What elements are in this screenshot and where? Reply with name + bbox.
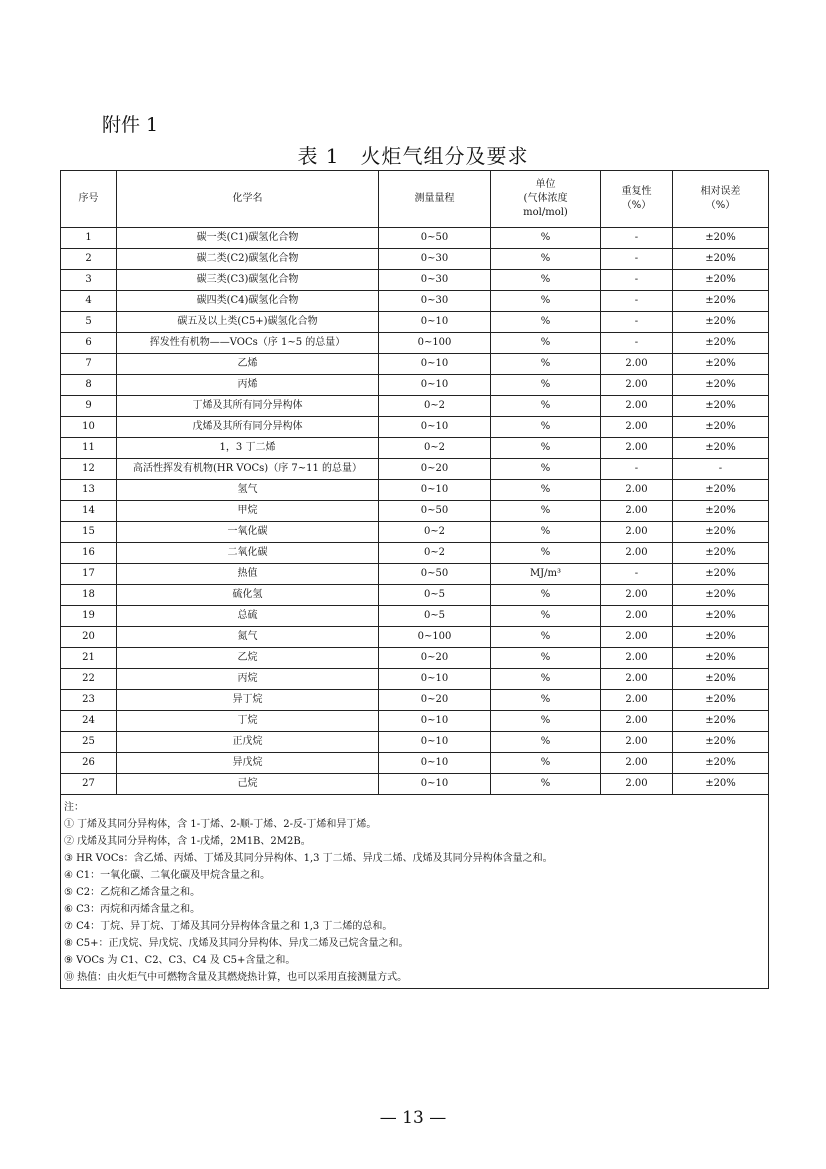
- row-unit: %: [491, 648, 601, 669]
- row-repeatability: 2.00: [601, 627, 673, 648]
- row-no: 18: [61, 585, 117, 606]
- table-row: [61, 396, 769, 417]
- row-repeatability: -: [601, 459, 673, 480]
- row-chemical-name: 碳二类(C2)碳氢化合物: [117, 249, 379, 270]
- row-unit: %: [491, 333, 601, 354]
- notes-row: [61, 795, 769, 989]
- row-relative-error: ±20%: [673, 774, 769, 795]
- row-chemical-name: 氢气: [117, 480, 379, 501]
- row-relative-error: -: [673, 459, 769, 480]
- row-unit: %: [491, 354, 601, 375]
- row-repeatability: 2.00: [601, 501, 673, 522]
- table-row: [61, 228, 769, 249]
- row-unit: %: [491, 753, 601, 774]
- row-unit: %: [491, 312, 601, 333]
- row-repeatability: 2.00: [601, 354, 673, 375]
- row-no: 27: [61, 774, 117, 795]
- table-row: [61, 711, 769, 732]
- header-err-line2: （%）: [705, 200, 736, 211]
- row-unit: %: [491, 270, 601, 291]
- table-row: [61, 480, 769, 501]
- row-no: 12: [61, 459, 117, 480]
- header-err-line1: 相对误差: [700, 186, 741, 197]
- table-body: [61, 228, 769, 795]
- row-relative-error: ±20%: [673, 375, 769, 396]
- row-repeatability: 2.00: [601, 711, 673, 732]
- row-chemical-name: 丙烯: [117, 375, 379, 396]
- table-row: [61, 270, 769, 291]
- note-item: ④ C1：一氧化碳、二氧化碳及甲烷含量之和。: [64, 870, 271, 881]
- row-unit: %: [491, 522, 601, 543]
- row-range: 0~2: [379, 543, 491, 564]
- row-unit: %: [491, 669, 601, 690]
- row-relative-error: ±20%: [673, 396, 769, 417]
- row-relative-error: ±20%: [673, 753, 769, 774]
- note-item: ⑨ VOCs 为 C1、C2、C3、C4 及 C5+含量之和。: [64, 955, 296, 966]
- row-chemical-name: 丙烷: [117, 669, 379, 690]
- row-chemical-name: 1，3 丁二烯: [117, 438, 379, 459]
- row-repeatability: 2.00: [601, 753, 673, 774]
- row-range: 0~100: [379, 627, 491, 648]
- row-chemical-name: 碳五及以上类(C5+)碳氢化合物: [117, 312, 379, 333]
- row-chemical-name: 挥发性有机物——VOCs（序 1~5 的总量）: [117, 333, 379, 354]
- row-range: 0~5: [379, 585, 491, 606]
- row-range: 0~30: [379, 291, 491, 312]
- row-repeatability: -: [601, 249, 673, 270]
- table-row: [61, 438, 769, 459]
- row-unit: %: [491, 711, 601, 732]
- row-repeatability: -: [601, 333, 673, 354]
- row-relative-error: ±20%: [673, 354, 769, 375]
- row-repeatability: 2.00: [601, 438, 673, 459]
- row-unit: %: [491, 438, 601, 459]
- row-chemical-name: 丁烷: [117, 711, 379, 732]
- row-range: 0~50: [379, 228, 491, 249]
- row-repeatability: -: [601, 291, 673, 312]
- table-row: [61, 459, 769, 480]
- row-no: 16: [61, 543, 117, 564]
- row-no: 17: [61, 564, 117, 585]
- table-row: [61, 543, 769, 564]
- row-unit: %: [491, 459, 601, 480]
- table-row: [61, 564, 769, 585]
- row-relative-error: ±20%: [673, 312, 769, 333]
- row-relative-error: ±20%: [673, 732, 769, 753]
- table-row: [61, 333, 769, 354]
- table-row: [61, 249, 769, 270]
- header-rep-line1: 重复性: [621, 186, 652, 197]
- row-unit: %: [491, 375, 601, 396]
- row-range: 0~10: [379, 732, 491, 753]
- row-repeatability: 2.00: [601, 732, 673, 753]
- note-item: ⑤ C2：乙烷和乙烯含量之和。: [64, 887, 201, 898]
- table-row: [61, 417, 769, 438]
- row-range: 0~30: [379, 270, 491, 291]
- row-no: 25: [61, 732, 117, 753]
- row-chemical-name: 碳三类(C3)碳氢化合物: [117, 270, 379, 291]
- table-title: 表 1 火炬气组分及要求: [297, 144, 529, 168]
- row-repeatability: 2.00: [601, 417, 673, 438]
- row-repeatability: 2.00: [601, 480, 673, 501]
- row-range: 0~10: [379, 375, 491, 396]
- table-row: [61, 669, 769, 690]
- row-relative-error: ±20%: [673, 543, 769, 564]
- row-unit: %: [491, 396, 601, 417]
- row-no: 1: [61, 228, 117, 249]
- row-unit: %: [491, 732, 601, 753]
- row-chemical-name: 高活性挥发有机物(HR VOCs)（序 7~11 的总量）: [117, 459, 379, 480]
- row-repeatability: 2.00: [601, 774, 673, 795]
- row-unit: %: [491, 606, 601, 627]
- row-repeatability: -: [601, 312, 673, 333]
- row-unit: %: [491, 627, 601, 648]
- table-row: [61, 312, 769, 333]
- table-row: [61, 585, 769, 606]
- row-relative-error: ±20%: [673, 627, 769, 648]
- row-range: 0~50: [379, 501, 491, 522]
- header-range: 测量量程: [379, 171, 491, 228]
- row-no: 10: [61, 417, 117, 438]
- notes-cell: [61, 795, 769, 989]
- row-no: 22: [61, 669, 117, 690]
- table-row: [61, 732, 769, 753]
- row-relative-error: ±20%: [673, 522, 769, 543]
- table-row: [61, 690, 769, 711]
- header-relative-error: [673, 171, 769, 228]
- table-row: [61, 648, 769, 669]
- row-relative-error: ±20%: [673, 711, 769, 732]
- row-no: 24: [61, 711, 117, 732]
- header-unit: [491, 171, 601, 228]
- row-relative-error: ±20%: [673, 291, 769, 312]
- row-relative-error: ±20%: [673, 249, 769, 270]
- row-relative-error: ±20%: [673, 438, 769, 459]
- row-repeatability: 2.00: [601, 606, 673, 627]
- header-name: 化学名: [117, 171, 379, 228]
- table-row: [61, 753, 769, 774]
- row-range: 0~10: [379, 417, 491, 438]
- row-no: 6: [61, 333, 117, 354]
- row-relative-error: ±20%: [673, 480, 769, 501]
- notes-title: 注：: [64, 802, 84, 813]
- row-chemical-name: 甲烷: [117, 501, 379, 522]
- row-repeatability: 2.00: [601, 375, 673, 396]
- row-range: 0~100: [379, 333, 491, 354]
- row-range: 0~10: [379, 480, 491, 501]
- row-unit: %: [491, 291, 601, 312]
- note-item: ⑥ C3：丙烷和丙烯含量之和。: [64, 904, 201, 915]
- row-no: 7: [61, 354, 117, 375]
- row-relative-error: ±20%: [673, 417, 769, 438]
- row-unit: %: [491, 690, 601, 711]
- table-row: [61, 627, 769, 648]
- row-range: 0~10: [379, 669, 491, 690]
- row-relative-error: ±20%: [673, 333, 769, 354]
- row-no: 23: [61, 690, 117, 711]
- row-range: 0~30: [379, 249, 491, 270]
- flare-gas-table: [60, 170, 769, 989]
- row-unit: %: [491, 249, 601, 270]
- row-chemical-name: 己烷: [117, 774, 379, 795]
- row-repeatability: -: [601, 564, 673, 585]
- row-unit: %: [491, 228, 601, 249]
- row-no: 19: [61, 606, 117, 627]
- row-relative-error: ±20%: [673, 228, 769, 249]
- row-relative-error: ±20%: [673, 270, 769, 291]
- row-chemical-name: 硫化氢: [117, 585, 379, 606]
- row-range: 0~20: [379, 459, 491, 480]
- row-chemical-name: 二氧化碳: [117, 543, 379, 564]
- row-relative-error: ±20%: [673, 606, 769, 627]
- table-row: [61, 501, 769, 522]
- row-range: 0~10: [379, 312, 491, 333]
- table-header-row: [61, 171, 769, 228]
- header-rep-line2: （%）: [621, 200, 652, 211]
- row-range: 0~10: [379, 774, 491, 795]
- row-chemical-name: 戊烯及其所有同分异构体: [117, 417, 379, 438]
- row-range: 0~20: [379, 690, 491, 711]
- table-row: [61, 354, 769, 375]
- row-chemical-name: 正戊烷: [117, 732, 379, 753]
- row-no: 9: [61, 396, 117, 417]
- row-range: 0~5: [379, 606, 491, 627]
- row-chemical-name: 氮气: [117, 627, 379, 648]
- row-relative-error: ±20%: [673, 501, 769, 522]
- row-range: 0~10: [379, 753, 491, 774]
- row-range: 0~10: [379, 711, 491, 732]
- row-range: 0~10: [379, 354, 491, 375]
- row-chemical-name: 异丁烷: [117, 690, 379, 711]
- row-unit: MJ/m³: [491, 564, 601, 585]
- row-chemical-name: 乙烯: [117, 354, 379, 375]
- note-item: ② 戊烯及其同分异构体，含 1-戊烯，2M1B、2M2B。: [64, 836, 311, 847]
- header-unit-line3: mol/mol): [523, 207, 568, 218]
- table-row: [61, 774, 769, 795]
- row-no: 15: [61, 522, 117, 543]
- row-repeatability: 2.00: [601, 543, 673, 564]
- row-unit: %: [491, 501, 601, 522]
- row-unit: %: [491, 585, 601, 606]
- row-relative-error: ±20%: [673, 690, 769, 711]
- row-unit: %: [491, 543, 601, 564]
- row-repeatability: 2.00: [601, 522, 673, 543]
- header-repeatability: [601, 171, 673, 228]
- row-repeatability: 2.00: [601, 585, 673, 606]
- row-chemical-name: 异戊烷: [117, 753, 379, 774]
- note-item: ③ HR VOCs：含乙烯、丙烯、丁烯及其同分异构体、1,3 丁二烯、异戊二烯、戊烯及其同分异构体含量之和。: [64, 853, 553, 864]
- row-no: 14: [61, 501, 117, 522]
- row-chemical-name: 碳四类(C4)碳氢化合物: [117, 291, 379, 312]
- row-no: 26: [61, 753, 117, 774]
- row-repeatability: 2.00: [601, 690, 673, 711]
- row-repeatability: 2.00: [601, 648, 673, 669]
- row-no: 5: [61, 312, 117, 333]
- row-range: 0~20: [379, 648, 491, 669]
- header-unit-line1: 单位: [535, 179, 556, 190]
- row-unit: %: [491, 774, 601, 795]
- row-chemical-name: 一氧化碳: [117, 522, 379, 543]
- row-relative-error: ±20%: [673, 564, 769, 585]
- table-row: [61, 291, 769, 312]
- row-chemical-name: 丁烯及其所有同分异构体: [117, 396, 379, 417]
- row-repeatability: 2.00: [601, 669, 673, 690]
- row-no: 3: [61, 270, 117, 291]
- row-relative-error: ±20%: [673, 585, 769, 606]
- row-repeatability: -: [601, 228, 673, 249]
- row-unit: %: [491, 417, 601, 438]
- note-item: ① 丁烯及其同分异构体，含 1-丁烯、2-顺-丁烯、2-反-丁烯和异丁烯。: [64, 819, 377, 830]
- header-unit-line2: (气体浓度: [523, 193, 568, 204]
- row-no: 20: [61, 627, 117, 648]
- row-repeatability: 2.00: [601, 396, 673, 417]
- row-range: 0~50: [379, 564, 491, 585]
- row-no: 2: [61, 249, 117, 270]
- row-range: 0~2: [379, 438, 491, 459]
- row-range: 0~2: [379, 396, 491, 417]
- row-no: 21: [61, 648, 117, 669]
- row-relative-error: ±20%: [673, 669, 769, 690]
- table-row: [61, 606, 769, 627]
- note-item: ⑧ C5+：正戊烷、异戊烷、戊烯及其同分异构体、异戊二烯及己烷含量之和。: [64, 938, 409, 949]
- attachment-label: 附件 1: [102, 114, 159, 136]
- row-chemical-name: 乙烷: [117, 648, 379, 669]
- table-row: [61, 522, 769, 543]
- note-item: ⑩ 热值：由火炬气中可燃物含量及其燃烧热计算，也可以采用直接测量方式。: [64, 972, 408, 983]
- page-number: — 13 —: [379, 1108, 447, 1128]
- row-no: 11: [61, 438, 117, 459]
- row-no: 13: [61, 480, 117, 501]
- row-repeatability: -: [601, 270, 673, 291]
- header-no: 序号: [61, 171, 117, 228]
- row-relative-error: ±20%: [673, 648, 769, 669]
- row-no: 4: [61, 291, 117, 312]
- row-range: 0~2: [379, 522, 491, 543]
- row-chemical-name: 碳一类(C1)碳氢化合物: [117, 228, 379, 249]
- table-row: [61, 375, 769, 396]
- row-unit: %: [491, 480, 601, 501]
- row-no: 8: [61, 375, 117, 396]
- row-chemical-name: 热值: [117, 564, 379, 585]
- note-item: ⑦ C4：丁烷、异丁烷、丁烯及其同分异构体含量之和 1,3 丁二烯的总和。: [64, 921, 393, 932]
- row-chemical-name: 总硫: [117, 606, 379, 627]
- notes-list: [64, 816, 765, 986]
